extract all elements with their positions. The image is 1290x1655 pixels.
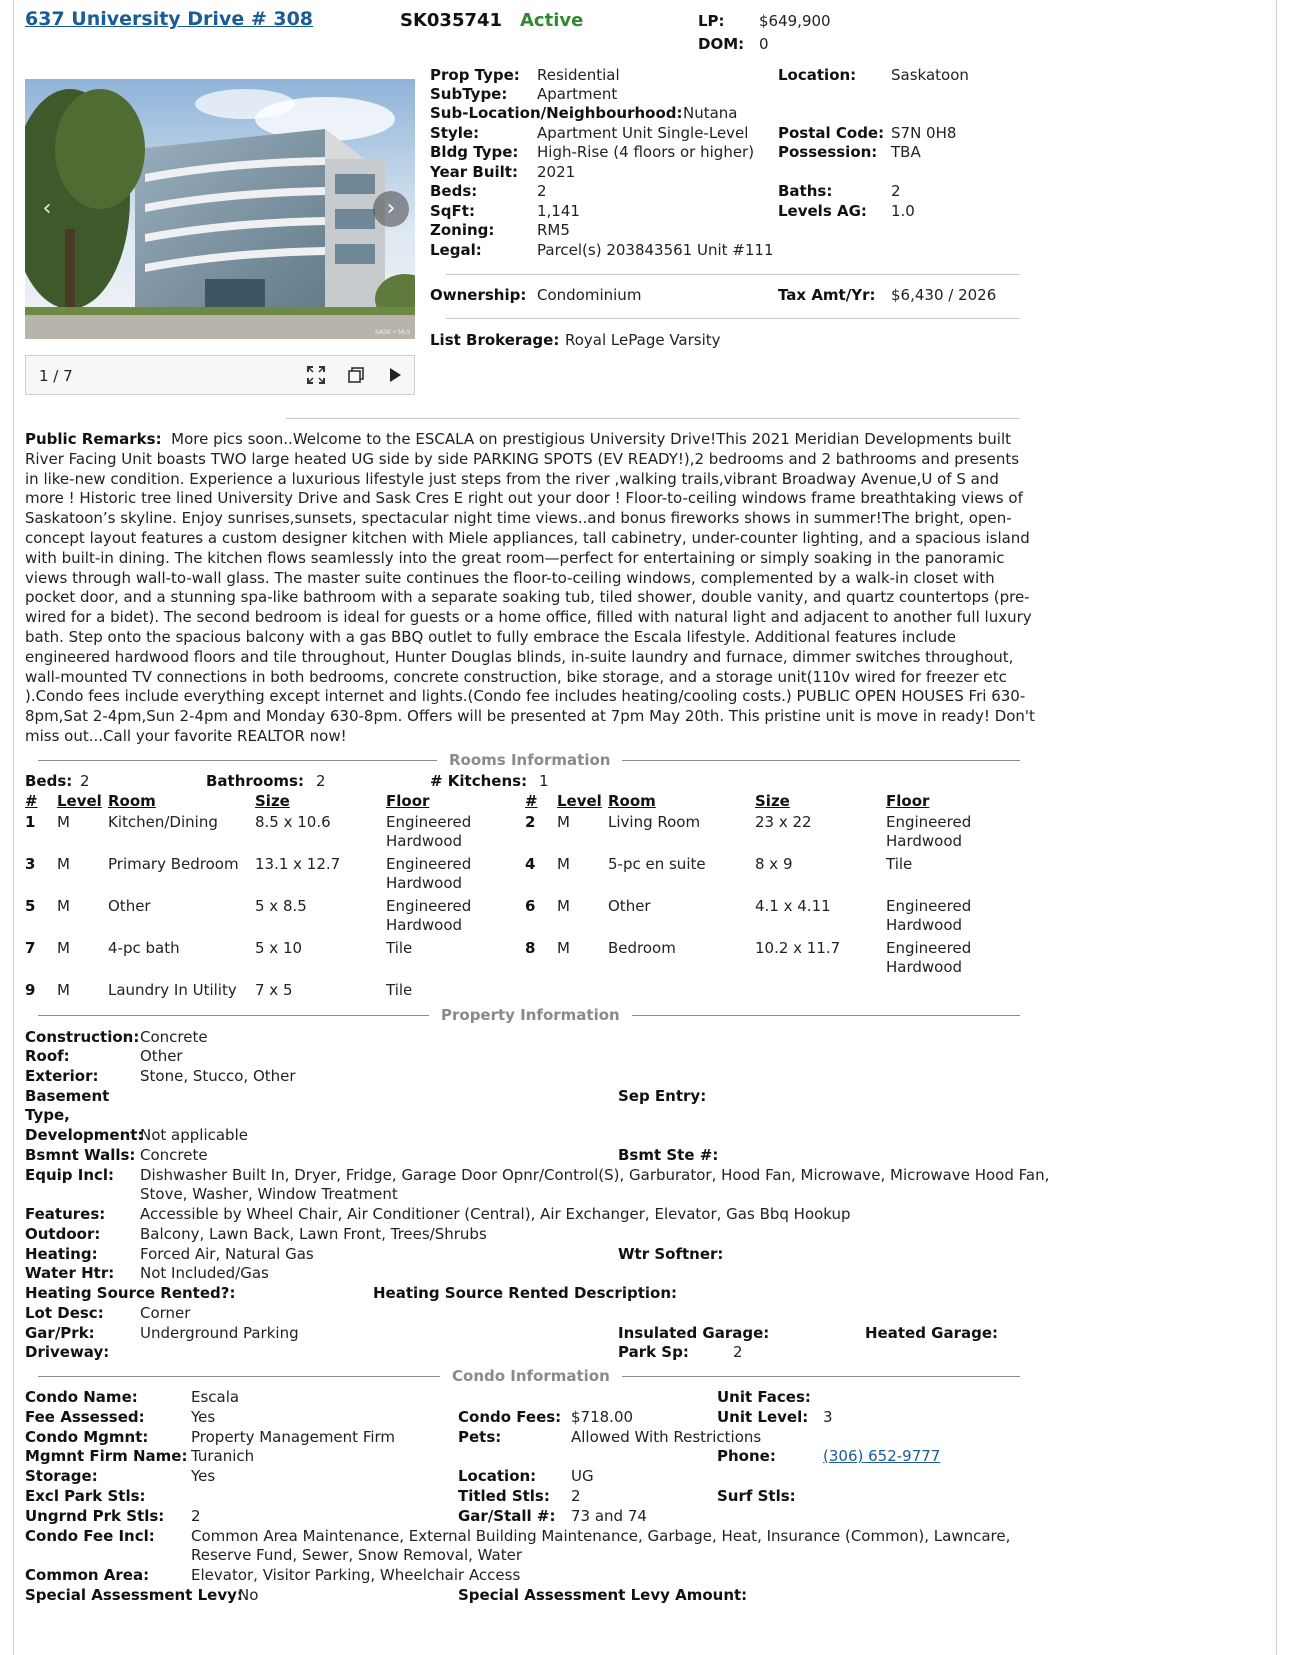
tax-label: Tax Amt/Yr: <box>778 286 876 304</box>
room-size: 5 x 8.5 <box>255 897 307 915</box>
room-num: 7 <box>25 939 36 957</box>
divider <box>446 274 1020 275</box>
levy-amount-label: Special Assessment Levy Amount: <box>458 1586 748 1604</box>
equip-value: Dishwasher Built In, Dryer, Fridge, Garage Door Opnr/Control(S), Garburator, Hood Fan, Microwave, Microwave Hood Fan, <box>140 1166 1050 1184</box>
public-remarks-text: More pics soon..Welcome to the ESCALA on prestigious University Drive!This 2021 Meridian Developments built River Facing Unit boasts TWO large heated UG side by side PARKING SPOTS (EV READY!),2 bedrooms and 2 bathrooms and presents in like-new condition. Experience a luxurious lifestyle just steps from the river ,walking trails,vibrant Broadway Avenue,U of S and more ! Historic tree lined University Drive and Sask Cres E right out your door ! Floor-to-ceiling windows frame breathtaking views of Saskatoon’s skyline. Enjoy sunrises,sunsets, spectacular night time views..and bonus fireworks shows in summer!The bright, open-concept layout features a custom designer kitchen with Miele appliances, tall cabinetry, under-counter lighting, and a spacious island with built-in dining. The kitchen flows seamlessly into the great room—perfect for entertaining or simply soaking in the panoramic views through wall-to-wall glass. The master suite continues the floor-to-ceiling windows, complemented by a walk-in closet with pocket door, and a stunning spa-like bathroom with a separate soaking tub, tiled shower, double vanity, and quartz countertops (pre-wired for a bidet). The second bedroom is ideal for guests or a home office, filled with natural light and adjacent to another full luxury bath. Step onto the spacious balcony with a gas BBQ outlet to fully embrace the Escala lifestyle. Additional features include engineered hardwood floors and tile throughout, Hunter Douglas blinds, in-suite laundry and furnace, dimmer switches throughout, wall-mounted TV connections in both bedrooms, concrete construction, bike storage, and a storage unit(110v wired for freezer etc ).Condo fees include everything except internet and lights.(Condo fee includes heating/cooling costs.) PUBLIC OPEN HOUSES Fri 630-8pm,Sat 2-4pm,Sun 2-4pm and Monday 630-8pm. Offers will be presented at 7pm May 20th. This pristine unit is move in ready! Don't miss out...Call your favorite REALTOR now! <box>25 430 1035 745</box>
room-level: M <box>57 981 70 999</box>
pets-label: Pets: <box>458 1428 502 1446</box>
common-area-label: Common Area: <box>25 1566 150 1584</box>
next-arrow-icon[interactable]: › <box>373 191 409 227</box>
beds-label: Beds: <box>430 182 478 200</box>
room-floor: Hardwood <box>386 832 463 850</box>
lp-label: LP: <box>698 12 725 30</box>
dom-label: DOM: <box>698 35 745 53</box>
room-level: M <box>57 897 70 915</box>
condo-location-label: Location: <box>458 1467 537 1485</box>
zoning-value: RM5 <box>537 221 570 239</box>
features-value: Accessible by Wheel Chair, Air Conditioner (Central), Air Exchanger, Elevator, Gas Bbq Hookup <box>140 1205 851 1223</box>
prev-arrow-icon[interactable]: ‹ <box>42 196 52 221</box>
development-value: Not applicable <box>140 1126 248 1144</box>
condo-location-value: UG <box>571 1467 594 1485</box>
room-level: M <box>557 897 570 915</box>
location-value: Saskatoon <box>891 66 969 84</box>
room-size: 8 x 9 <box>755 855 793 873</box>
listing-photo[interactable] <box>25 79 415 339</box>
col-header-room: Room <box>608 792 656 810</box>
col-header-floor: Floor <box>386 792 430 810</box>
room-floor: Engineered <box>886 813 972 831</box>
possession-label: Possession: <box>778 143 878 161</box>
development-label: Development: <box>25 1126 144 1144</box>
dom-value: 0 <box>759 35 769 53</box>
bsmt-walls-value: Concrete <box>140 1146 208 1164</box>
ownership-value: Condominium <box>537 286 642 304</box>
common-area-value: Elevator, Visitor Parking, Wheelchair Access <box>191 1566 521 1584</box>
possession-value: TBA <box>891 143 921 161</box>
ownership-label: Ownership: <box>430 286 527 304</box>
col-header-size: Size <box>255 792 290 810</box>
room-floor: Hardwood <box>886 916 963 934</box>
ungrnd-prk-label: Ungrnd Prk Stls: <box>25 1507 165 1525</box>
room-floor: Hardwood <box>386 916 463 934</box>
room-name: 5-pc en suite <box>608 855 706 873</box>
construction-label: Construction: <box>25 1028 140 1046</box>
room-floor: Engineered <box>886 939 972 957</box>
room-level: M <box>557 855 570 873</box>
room-size: 4.1 x 4.11 <box>755 897 831 915</box>
subtype-label: SubType: <box>430 85 508 103</box>
rooms-section-title: Rooms Information <box>437 751 622 769</box>
gar-stall-value: 73 and 74 <box>571 1507 647 1525</box>
levy-label: Special Assessment Levy: <box>25 1586 243 1604</box>
outdoor-label: Outdoor: <box>25 1225 101 1243</box>
room-num: 8 <box>525 939 536 957</box>
style-value: Apartment Unit Single-Level <box>537 124 749 142</box>
features-label: Features: <box>25 1205 106 1223</box>
excl-park-label: Excl Park Stls: <box>25 1487 146 1505</box>
col-header-num: # <box>25 792 38 810</box>
room-name: Other <box>608 897 651 915</box>
photo-counter: 1 / 7 <box>39 367 73 385</box>
outdoor-value: Balcony, Lawn Back, Lawn Front, Trees/Shrubs <box>140 1225 487 1243</box>
room-name: Primary Bedroom <box>108 855 239 873</box>
room-floor: Hardwood <box>886 832 963 850</box>
storage-label: Storage: <box>25 1467 98 1485</box>
phone-link[interactable]: (306) 652-9777 <box>823 1447 941 1465</box>
baths-label: Baths: <box>778 182 833 200</box>
public-remarks <box>25 430 1035 747</box>
room-floor: Engineered <box>386 897 472 915</box>
room-name: Kitchen/Dining <box>108 813 218 831</box>
room-floor: Engineered <box>386 855 472 873</box>
fee-incl-value: Reserve Fund, Sewer, Snow Removal, Water <box>191 1546 523 1564</box>
baths-value: 2 <box>891 182 901 200</box>
ungrnd-prk-value: 2 <box>191 1507 201 1525</box>
rooms-beds-value: 2 <box>80 772 90 790</box>
condo-name-value: Escala <box>191 1388 240 1406</box>
sqft-value: 1,141 <box>537 202 580 220</box>
room-level: M <box>57 939 70 957</box>
garage-label: Gar/Prk: <box>25 1324 95 1342</box>
garage-value: Underground Parking <box>140 1324 299 1342</box>
year-built-value: 2021 <box>537 163 576 181</box>
room-size: 8.5 x 10.6 <box>255 813 331 831</box>
postal-code-value: S7N 0H8 <box>891 124 957 142</box>
divider <box>446 318 1020 319</box>
public-remarks-label: Public Remarks: <box>25 430 162 448</box>
style-label: Style: <box>430 124 480 142</box>
heating-label: Heating: <box>25 1245 98 1263</box>
col-header-level: Level <box>557 792 602 810</box>
room-name: 4-pc bath <box>108 939 180 957</box>
room-name: Laundry In Utility <box>108 981 237 999</box>
construction-value: Concrete <box>140 1028 208 1046</box>
room-num: 4 <box>525 855 536 873</box>
legal-label: Legal: <box>430 241 482 259</box>
park-sp-label: Park Sp: <box>618 1343 689 1361</box>
copy-icon[interactable] <box>347 366 365 384</box>
room-num: 3 <box>25 855 36 873</box>
condo-fees-value: $718.00 <box>571 1408 634 1426</box>
lot-desc-value: Corner <box>140 1304 191 1322</box>
room-num: 5 <box>25 897 36 915</box>
mgmt-firm-value: Turanich <box>191 1447 255 1465</box>
gar-stall-label: Gar/Stall #: <box>458 1507 556 1525</box>
room-floor: Engineered <box>386 813 472 831</box>
heating-value: Forced Air, Natural Gas <box>140 1245 314 1263</box>
postal-code-label: Postal Code: <box>778 124 885 142</box>
basement-type-label: Basement <box>25 1087 110 1105</box>
levels-ag-value: 1.0 <box>891 202 915 220</box>
room-num: 1 <box>25 813 36 831</box>
room-size: 7 x 5 <box>255 981 293 999</box>
prop-type-value: Residential <box>537 66 620 84</box>
room-level: M <box>557 939 570 957</box>
col-header-size: Size <box>755 792 790 810</box>
surf-stls-label: Surf Stls: <box>717 1487 796 1505</box>
lot-desc-label: Lot Desc: <box>25 1304 104 1322</box>
fee-assessed-label: Fee Assessed: <box>25 1408 145 1426</box>
fullscreen-icon[interactable] <box>306 365 326 385</box>
zoning-label: Zoning: <box>430 221 495 239</box>
room-floor: Hardwood <box>386 874 463 892</box>
roof-label: Roof: <box>25 1047 70 1065</box>
unit-faces-label: Unit Faces: <box>717 1388 811 1406</box>
heat-rented-desc-label: Heating Source Rented Description: <box>373 1284 677 1302</box>
fee-incl-label: Condo Fee Incl: <box>25 1527 155 1545</box>
unit-level-value: 3 <box>823 1408 833 1426</box>
room-floor: Engineered <box>886 897 972 915</box>
wtr-softner-label: Wtr Softner: <box>618 1245 724 1263</box>
room-floor: Tile <box>886 855 913 873</box>
insulated-garage-label: Insulated Garage: <box>618 1324 770 1342</box>
levels-ag-label: Levels AG: <box>778 202 867 220</box>
condo-fees-label: Condo Fees: <box>458 1408 562 1426</box>
property-section-title: Property Information <box>429 1006 632 1024</box>
col-header-room: Room <box>108 792 156 810</box>
col-header-num: # <box>525 792 538 810</box>
play-icon[interactable] <box>388 367 402 383</box>
tax-value: $6,430 / 2026 <box>891 286 997 304</box>
bsmt-ste-label: Bsmt Ste #: <box>618 1146 719 1164</box>
room-num: 6 <box>525 897 536 915</box>
bsmt-walls-label: Bsmnt Walls: <box>25 1146 136 1164</box>
room-level: M <box>557 813 570 831</box>
bldg-type-value: High-Rise (4 floors or higher) <box>537 143 755 161</box>
sqft-label: SqFt: <box>430 202 475 220</box>
condo-name-label: Condo Name: <box>25 1388 138 1406</box>
brokerage-value: Royal LePage Varsity <box>565 331 721 349</box>
rooms-kitchens-value: 1 <box>539 772 549 790</box>
room-size: 13.1 x 12.7 <box>255 855 341 873</box>
brokerage-label: List Brokerage: <box>430 331 560 349</box>
water-htr-label: Water Htr: <box>25 1264 115 1282</box>
room-floor: Tile <box>386 981 413 999</box>
titled-stls-label: Titled Stls: <box>458 1487 550 1505</box>
rooms-baths-label: Bathrooms: <box>206 772 304 790</box>
storage-value: Yes <box>191 1467 216 1485</box>
exterior-label: Exterior: <box>25 1067 99 1085</box>
mgmt-firm-label: Mgmnt Firm Name: <box>25 1447 188 1465</box>
room-size: 23 x 22 <box>755 813 812 831</box>
prop-type-label: Prop Type: <box>430 66 520 84</box>
room-name: Other <box>108 897 151 915</box>
titled-stls-value: 2 <box>571 1487 581 1505</box>
room-floor: Tile <box>386 939 413 957</box>
equip-value: Stove, Washer, Window Treatment <box>140 1185 398 1203</box>
room-floor: Hardwood <box>886 958 963 976</box>
room-level: M <box>57 855 70 873</box>
subtype-value: Apartment <box>537 85 618 103</box>
heated-garage-label: Heated Garage: <box>865 1324 999 1342</box>
photo-watermark: SASK • MLS <box>375 329 411 336</box>
divider <box>286 418 1020 419</box>
fee-assessed-value: Yes <box>191 1408 216 1426</box>
basement-type-label: Type, <box>25 1106 70 1124</box>
driveway-label: Driveway: <box>25 1343 110 1361</box>
water-htr-value: Not Included/Gas <box>140 1264 269 1282</box>
room-num: 9 <box>25 981 36 999</box>
year-built-label: Year Built: <box>430 163 518 181</box>
room-size: 10.2 x 11.7 <box>755 939 841 957</box>
exterior-value: Stone, Stucco, Other <box>140 1067 296 1085</box>
status-badge: Active <box>520 10 584 31</box>
gallery-controls <box>25 355 415 395</box>
condo-section-title: Condo Information <box>440 1367 622 1385</box>
room-name: Living Room <box>608 813 701 831</box>
col-header-floor: Floor <box>886 792 930 810</box>
bldg-type-label: Bldg Type: <box>430 143 519 161</box>
phone-label: Phone: <box>717 1447 776 1465</box>
room-size: 5 x 10 <box>255 939 303 957</box>
park-sp-value: 2 <box>733 1343 743 1361</box>
pets-value: Allowed With Restrictions <box>571 1428 762 1446</box>
beds-value: 2 <box>537 182 547 200</box>
col-header-level: Level <box>57 792 102 810</box>
rooms-baths-value: 2 <box>316 772 326 790</box>
rooms-beds-label: Beds: <box>25 772 73 790</box>
room-name: Bedroom <box>608 939 676 957</box>
legal-value: Parcel(s) 203843561 Unit #111 <box>537 241 774 259</box>
lp-value: $649,900 <box>759 12 831 30</box>
neighbourhood-label: Sub-Location/Neighbourhood: <box>430 104 683 122</box>
equip-label: Equip Incl: <box>25 1166 115 1184</box>
roof-value: Other <box>140 1047 183 1065</box>
levy-value: No <box>238 1586 259 1604</box>
neighbourhood-value: Nutana <box>683 104 738 122</box>
building-photo-illustration <box>25 79 415 339</box>
mls-number: SK035741 <box>400 10 503 31</box>
heat-rented-label: Heating Source Rented?: <box>25 1284 236 1302</box>
room-num: 2 <box>525 813 536 831</box>
condo-mgmt-value: Property Management Firm <box>191 1428 396 1446</box>
condo-mgmt-label: Condo Mgmnt: <box>25 1428 149 1446</box>
listing-address-link[interactable]: 637 University Drive # 308 <box>25 8 314 30</box>
location-label: Location: <box>778 66 857 84</box>
fee-incl-value: Common Area Maintenance, External Building Maintenance, Garbage, Heat, Insurance (Common), Lawncare, <box>191 1527 1011 1545</box>
sep-entry-label: Sep Entry: <box>618 1087 707 1105</box>
unit-level-label: Unit Level: <box>717 1408 809 1426</box>
room-level: M <box>57 813 70 831</box>
rooms-kitchens-label: # Kitchens: <box>430 772 528 790</box>
